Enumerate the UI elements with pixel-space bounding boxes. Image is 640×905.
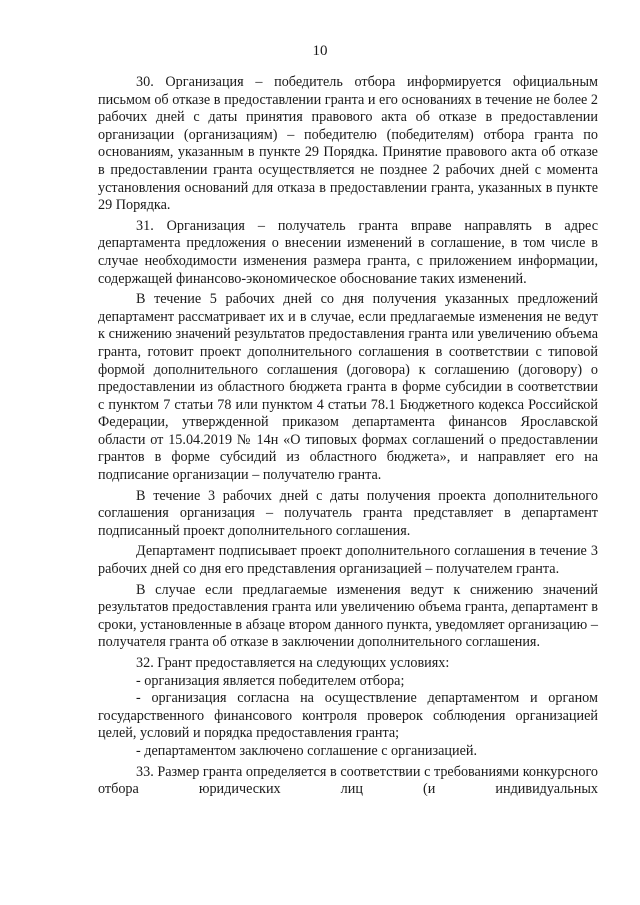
paragraph-item-31-submission: В течение 3 рабочих дней с даты получения проекта дополнительного соглашения организация – получатель гранта представляет в департамент подписанный проект дополнительного соглашения.	[98, 487, 598, 539]
paragraph-item-33: 33. Размер гранта определяется в соответствии с требованиями конкурсного отбора юридических лиц (и индивидуальных	[98, 763, 598, 798]
paragraph-item-31: 31. Организация – получатель гранта вправе направлять в адрес департамента предложения о внесении изменений в соглашение, в том числе в случае необходимости изменения размера гранта, с приложением информации, содержащей финансово-экономическое обоснование таких изменений.	[98, 217, 598, 287]
condition-list-item: - организация является победителем отбора;	[136, 672, 405, 689]
condition-list-item: - департаментом заключено соглашение с организацией.	[136, 742, 478, 759]
paragraph-item-31-signing: Департамент подписывает проект дополнительного соглашения в течение 3 рабочих дней со дня его представления организацией – получателем гранта.	[98, 543, 598, 578]
paragraph-item-32: 32. Грант предоставляется на следующих условиях:	[136, 655, 450, 671]
paragraph-item-30: 30. Организация – победитель отбора информируется официальным письмом об отказе в предоставлении гранта и его основаниях в течение не более 2 рабочих дней с даты принятия правового акта об отказе в предоставлении организации (организациям) – победителю (победителям) отбора гранта по основаниям, указанным в пункте 29 Порядка. Принятие правового акта об отказе в предоставлении гранта осуществляется не позднее 2 рабочих дней с момента установления оснований для отказа в предоставлении гранта, указанных в пункте 29 Порядка.	[98, 74, 598, 214]
condition-list-item: - организация согласна на осуществление департаментом и органом государственного финансового контроля проверок соблюдения организацией целей, условий и порядка предоставления гранта;	[98, 690, 598, 742]
page-number: 10	[312, 43, 328, 59]
body-text	[98, 74, 598, 799]
paragraph-item-31-review: В течение 5 рабочих дней со дня получения указанных предложений департамент рассматривает их и в случае, если предлагаемые изменения не ведут к снижению значений результатов предоставления гранта или увеличению объема гранта, готовит проект дополнительного соглашения в соответствии с типовой формой дополнительного соглашения (договора) к соглашению (договору) о предоставлении из областного бюджета гранта в форме субсидии в соответствии с пунктом 7 статьи 78 или пунктом 4 статьи 78.1 Бюджетного кодекса Российской Федерации, утвержденной приказом департамента финансов Ярославской области от 15.04.2019 № 14н «О типовых формах соглашений о предоставлении грантов в форме субсидий из областного бюджета», и направляет его на подписание организации – получателю гранта.	[98, 291, 598, 484]
paragraph-item-31-refusal: В случае если предлагаемые изменения ведут к снижению значений результатов предоставления гранта или увеличению объема гранта, департамент в сроки, установленные в абзаце втором данного пункта, уведомляет организацию – получателя гранта об отказе в заключении дополнительного соглашения.	[98, 581, 598, 651]
